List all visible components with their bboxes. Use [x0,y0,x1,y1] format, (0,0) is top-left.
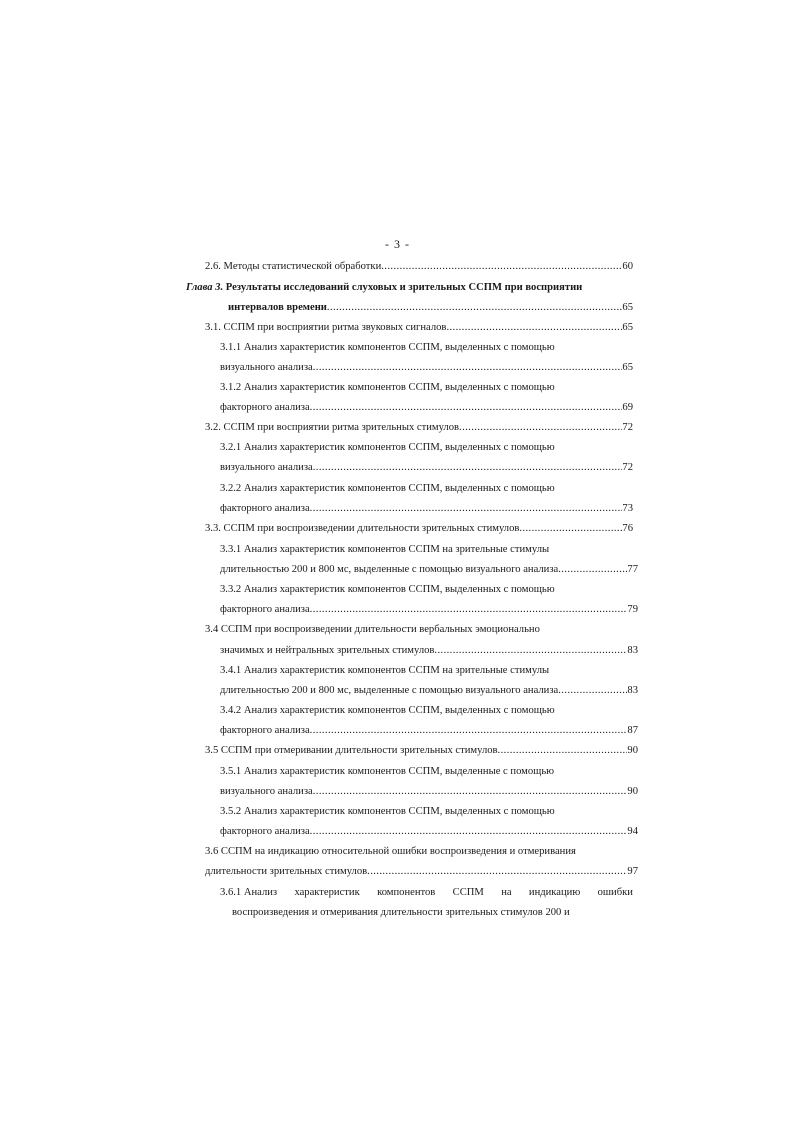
toc-entry-title: 2.6. Методы статистической обработки [205,261,382,272]
dot-leader [313,360,623,376]
toc-page-number: 73 [622,503,633,514]
toc-entry-3-2-2-line-1: 3.2.2 Анализ характеристик компонентов ССПМ, выделенных с помощью [220,483,555,494]
dot-leader [310,602,628,618]
dot-leader [310,723,628,739]
dot-leader [310,824,628,840]
toc-page-number: 72 [622,422,633,433]
toc-entry-title: факторного анализа [220,604,310,615]
toc-chapter-3-title [186,280,582,296]
toc-chapter-3-line-2 [228,300,633,316]
chapter-title-line-1: Результаты исследований слуховых и зрительных ССПМ при восприятии [223,282,583,293]
toc-entry-3-1-2-line-1: 3.1.2 Анализ характеристик компонентов ССПМ, выделенных с помощью [220,382,555,393]
toc-page-number: 69 [622,402,633,413]
toc-page-number: 94 [627,826,638,837]
toc-entry-3-1-2-line-2 [220,400,633,416]
toc-page-number: 90 [627,786,638,797]
toc-entry-3-5-1-line-1: 3.5.1 Анализ характеристик компонентов ССПМ, выделенные с помощью [220,766,555,777]
toc-entry-title: визуального анализа [220,786,313,797]
toc-entry-3-3-2-line-2 [220,602,638,618]
toc-entry-3-2 [205,420,633,436]
toc-page-number: 65 [622,322,633,333]
word: ошибки [597,887,633,898]
toc-entry-3-4-1-line-1: 3.4.1 Анализ характеристик компонентов ССПМ на зрительные стимулы [220,665,550,676]
toc-entry-title: 3.3. ССПМ при воспроизведении длительности зрительных стимулов [205,523,520,534]
toc-page-number: 83 [627,685,638,696]
dot-leader [367,864,627,880]
toc-entry-title: 3.1. ССПМ при восприятии ритма звуковых сигналов [205,322,447,333]
toc-entry-title: длительности зрительных стимулов [205,866,368,877]
toc-page-number: 65 [622,362,633,373]
toc-entry-3-3-1-line-2 [220,562,638,578]
toc-entry-3-3 [205,521,633,537]
toc-entry-3-6-line-2 [205,864,638,880]
toc-page-number: 72 [622,462,633,473]
toc-entry-3-4-line-1: 3.4 ССПМ при воспроизведении длительности вербальных эмоционально [205,624,540,635]
word: 3.6.1 Анализ [220,887,278,898]
toc-entry-title: факторного анализа [220,503,310,514]
toc-entry-title: длительностью 200 и 800 мс, выделенные с помощью визуального анализа [220,564,559,575]
toc-entry-title: визуального анализа [220,362,313,373]
toc-page-number: 60 [622,261,633,272]
dot-leader [459,420,622,436]
toc-page-number: 97 [627,866,638,877]
word: ССПМ [452,887,484,898]
toc-entry-3-1-1-line-1: 3.1.1 Анализ характеристик компонентов ССПМ, выделенных с помощью [220,342,555,353]
toc-page-number: 90 [627,745,638,756]
toc-entry-3-2-1-line-2 [220,460,633,476]
toc-entry-title: 3.5 ССПМ при отмеривании длительности зрительных стимулов [205,745,498,756]
toc-entry-3-3-2-line-1: 3.3.2 Анализ характеристик компонентов ССПМ, выделенных с помощью [220,584,555,595]
toc-entry-title: длительностью 200 и 800 мс, выделенные с помощью визуального анализа [220,685,559,696]
dot-leader [446,320,622,336]
toc-entry-3-4-1-line-2 [220,683,638,699]
dot-leader [558,562,627,578]
toc-page-number: 83 [627,645,638,656]
toc-entry-3-2-1-line-1: 3.2.1 Анализ характеристик компонентов ССПМ, выделенных с помощью [220,442,555,453]
dot-leader [434,643,627,659]
toc-entry-3-5-1-line-2 [220,784,638,800]
toc-page-number: 76 [622,523,633,534]
toc-entry-3-1-1-line-2 [220,360,633,376]
dot-leader [310,501,623,517]
chapter-label: Глава 3. [186,282,224,293]
dot-leader [498,743,628,759]
toc-entry-3-6-1-line-1 [220,885,633,901]
dot-leader [381,259,622,275]
page-number: - 3 - [385,237,410,251]
toc-entry-3-3-1-line-1: 3.3.1 Анализ характеристик компонентов ССПМ на зрительные стимулы [220,544,550,555]
toc-page-number: 65 [622,302,633,313]
word: компонентов [377,887,436,898]
toc-entry-3-1 [205,320,633,336]
toc-entry-3-2-2-line-2 [220,501,633,517]
toc-entry-title: значимых и нейтральных зрительных стимулов [220,645,435,656]
toc-entry-title: факторного анализа [220,725,310,736]
toc-entry-3-4-2-line-1: 3.4.2 Анализ характеристик компонентов ССПМ, выделенных с помощью [220,705,555,716]
toc-entry-title: 3.2. ССПМ при восприятии ритма зрительных стимулов [205,422,460,433]
toc-entry-title: визуального анализа [220,462,313,473]
toc-page-number: 77 [627,564,638,575]
toc-entry-title: факторного анализа [220,826,310,837]
toc-page-number: 87 [627,725,638,736]
toc-entry-2-6 [205,259,633,275]
toc-entry-3-5 [205,743,638,759]
word: индикацию [528,887,581,898]
toc-entry-3-5-2-line-2 [220,824,638,840]
dot-leader [519,521,622,537]
toc-page-number: 79 [627,604,638,615]
word: на [501,887,512,898]
toc-entry-3-5-2-line-1: 3.5.2 Анализ характеристик компонентов ССПМ, выделенных с помощью [220,806,555,817]
toc-entry-3-6-1-line-2: воспроизведения и отмеривания длительности зрительных стимулов 200 и [232,907,570,918]
dot-leader [327,300,623,316]
toc-entry-3-4-line-2 [220,643,638,659]
dot-leader [313,460,623,476]
toc-entry-3-4-2-line-2 [220,723,638,739]
chapter-title-line-2: интервалов времени [228,302,327,313]
dot-leader [313,784,628,800]
toc-entry-3-6-line-1: 3.6 ССПМ на индикацию относительной ошибки воспроизведения и отмеривания [205,846,576,857]
word: характеристик [294,887,360,898]
dot-leader [310,400,623,416]
toc-entry-title: факторного анализа [220,402,310,413]
dot-leader [558,683,627,699]
